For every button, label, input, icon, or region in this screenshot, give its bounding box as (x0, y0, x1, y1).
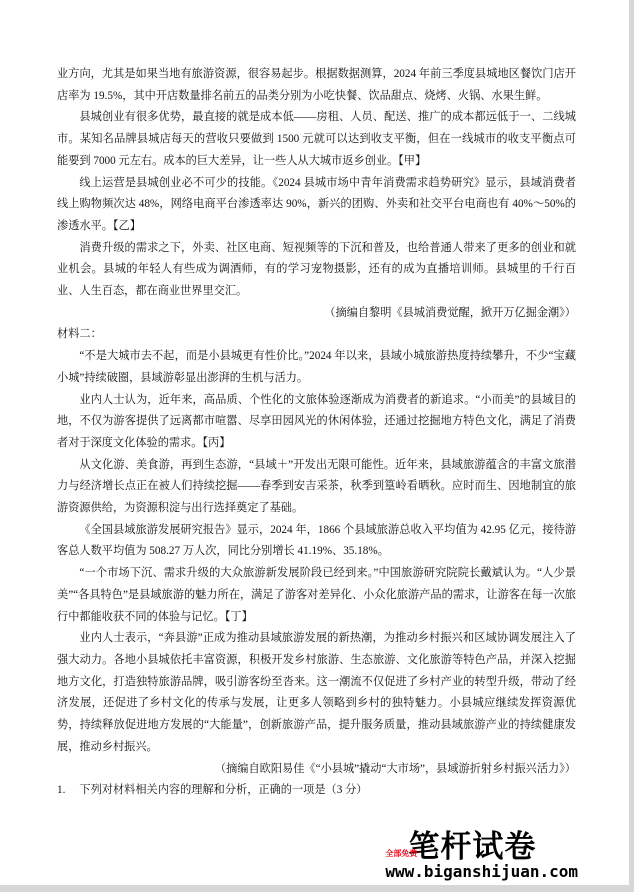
question-1-text: 下列对材料相关内容的理解和分析，正确的一项是（3 分） (79, 784, 368, 797)
body-paragraph: 业方向，尤其是如果当地有旅游资源，很容易起步。根据数据测算，2024 年前三季度县城地区餐饮门店开店率为 19.5%，其中开店数量排名前五的品类分别为小吃快餐、饮品甜点、烧烤、火锅、水果生鲜。 (57, 68, 576, 102)
watermark-tagline: 全部免费 (385, 849, 418, 858)
watermark-brand-line (385, 831, 578, 864)
body-paragraph: 线上运营是县城创业必不可少的技能。《2024 县城市场中青年消费需求趋势研究》显示，县域消费者线上购物频次达 48%，网络电商平台渗透率达 90%，新兴的团购、外卖和社交平台电商也有 40%～50%的渗透水平。【乙】 (57, 176, 576, 232)
page-edge-bottom (0, 885, 634, 892)
watermark-url: www.biganshijuan.com (385, 862, 578, 881)
material-two-attribution: （摘编自欧阳易佳《“小县城”撬动“大市场”，县域游折射乡村振兴活力》） (214, 762, 576, 775)
material-two-heading: 材料二： (57, 328, 102, 341)
material-one-section (57, 64, 576, 324)
body-paragraph: 《全国县域旅游发展研究报告》显示，2024 年，1866 个县域旅游总收入平均值为 42.95 亿元，接待游客总人数平均值为 508.27 万人次，同比分别增长 41.19%、35.18%。 (57, 523, 576, 558)
body-paragraph: “不是大城市去不起，而是小县城更有性价比。”2024 年以来，县域小城旅游热度持续攀升，不少“宝藏小城”持续破圈，县域游彰显出澎湃的生机与活力。 (57, 350, 576, 384)
body-paragraph: 从文化游、美食游，再到生态游，“县域＋”开发出无限可能性。近年来，县域旅游蕴含的丰富文旅潜力与经济增长点正在被人们持续挖掘——春季到安吉采茶，秋季到篁岭看晒秋。应时而生、因地制宜的旅游资源供给，为资源积淀与出行选择奠定了基础。 (57, 458, 576, 515)
document-body (57, 64, 576, 802)
material-two-paragraphs (57, 346, 576, 758)
material-one-attribution: （摘编自黎明《县城消费觉醒，掀开万亿掘金潮》） (324, 306, 576, 319)
material-one-paragraphs (57, 64, 576, 303)
question-1-number: 1. (57, 784, 66, 797)
watermark-logo (385, 831, 578, 881)
body-paragraph: “一个市场下沉、需求升级的大众旅游新发展阶段已经到来。”中国旅游研究院院长戴斌认为。“人少景美”“各具特色”是县域旅游的魅力所在，满足了游客对差异化、小众化旅游产品的需求，让游客在每一次旅行中都能收获不同的体验与记忆。【丁】 (57, 567, 576, 623)
body-paragraph: 消费升级的需求之下，外卖、社区电商、短视频等的下沉和普及，也给普通人带来了更多的创业和就业机会。县城的年轻人有些成为调酒师，有的学习宠物摄影，还有的成为直播培训师。县城里的千行百业、人生百态，都在商业世界里交汇。 (57, 241, 576, 298)
body-paragraph: 县城创业有很多优势，最直接的就是成本低——房租、人员、配送、推广的成本都远低于一、二线城市。某知名品牌县城店每天的营收只要做到 1500 元就可以达到收支平衡，但在一线城市的收支平衡点可能要到 7000 元左右。成本的巨大差异，让一些人从大城市返乡创业。【甲】 (57, 111, 576, 167)
body-paragraph: 业内人士表示，“奔县游”正成为推动县域旅游发展的新热潮，为推动乡村振兴和区域协调发展注入了强大动力。各地小县城依托丰富资源，积极开发乡村旅游、生态旅游、文化旅游等特色产品，并深入挖掘地方文化，打造独特旅游品牌，吸引游客纷至沓来。这一潮流不仅促进了乡村产业的转型升级，带动了经济发展，还促进了乡村文化的传承与发展，让更多人领略到乡村的独特魅力。小县城应继续发挥资源优势，持续释放促进地方发展的“大能量”，创新旅游产品，提升服务质量，推动县域旅游产业的持续健康发展，推动乡村振兴。 (57, 632, 576, 753)
body-paragraph: 业内人士认为，近年来，高品质、个性化的文旅体验逐渐成为消费者的新追求。“小而美”的县域目的地，不仅为游客提供了远离都市喧嚣、尽享田园风光的休闲体验，还通过挖掘地方特色文化，满足了消费者对于深度文化体验的需求。【丙】 (57, 393, 576, 449)
page-edge-right (629, 0, 634, 892)
watermark-brand: 笔杆试卷 (408, 829, 537, 865)
material-two-section (57, 324, 576, 780)
question-1 (57, 780, 576, 802)
